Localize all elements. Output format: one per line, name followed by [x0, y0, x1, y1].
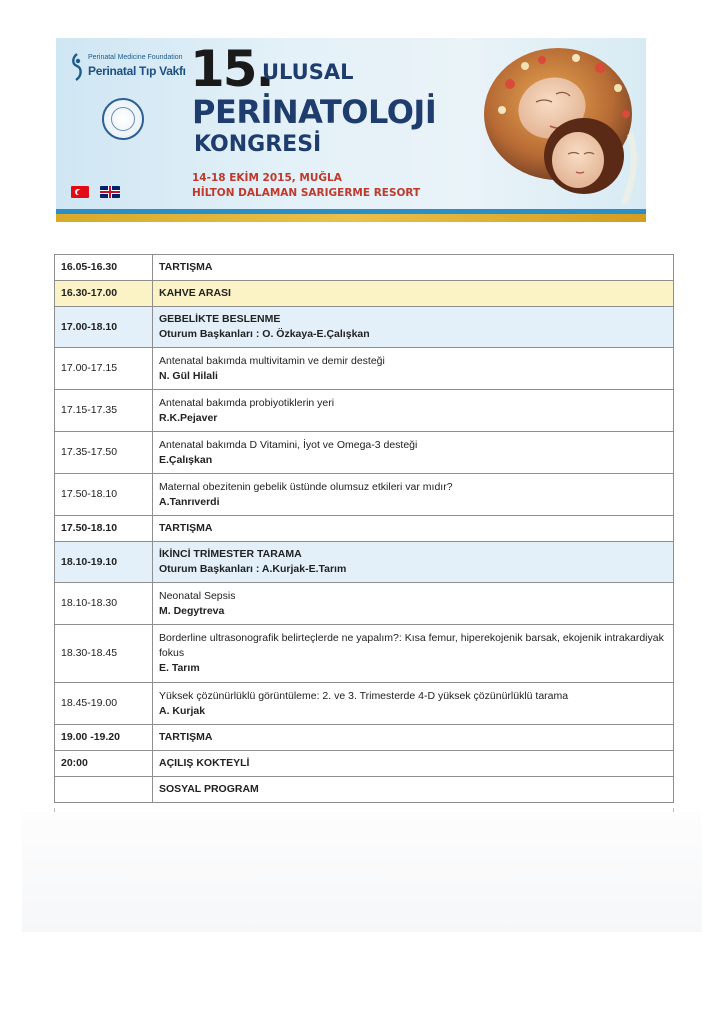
- table-row: [55, 683, 674, 725]
- congress-title-line3: KONGRESİ: [194, 132, 322, 157]
- talk-speaker: R.K.Pejaver: [159, 411, 218, 424]
- session-title: GEBELİKTE BESLENME: [159, 313, 281, 325]
- talk-cell: [153, 390, 674, 432]
- time-cell: 17.50-18.10: [55, 474, 153, 516]
- talk-cell: [153, 348, 674, 390]
- turkish-flag-icon[interactable]: [71, 186, 89, 198]
- uk-flag-icon[interactable]: [100, 186, 120, 198]
- talk-title: Antenatal bakımda multivitamin ve demir desteği: [159, 354, 385, 367]
- table-row: [55, 516, 674, 542]
- talk-cell: [153, 474, 674, 516]
- table-row: [55, 255, 674, 281]
- time-cell: 17.35-17.50: [55, 432, 153, 474]
- time-cell: 16.30-17.00: [55, 281, 153, 307]
- congress-date: 14-18 EKİM 2015, MUĞLA: [192, 172, 342, 184]
- session-cell: [153, 542, 674, 583]
- page-bottom-area: [22, 812, 702, 932]
- talk-title: Borderline ultrasonografik belirteçlerde ne yapalım?: Kısa femur, hiperekojenik barsak, ekojenik intrakardiyak fokus: [159, 632, 664, 659]
- talk-cell: [153, 432, 674, 474]
- table-row: [55, 583, 674, 625]
- congress-banner: [56, 38, 646, 222]
- time-cell: 19.00 -19.20: [55, 725, 153, 751]
- talk-title: Antenatal bakımda probiyotiklerin yeri: [159, 396, 335, 409]
- talk-cell: [153, 583, 674, 625]
- time-cell: 17.50-18.10: [55, 516, 153, 542]
- congress-venue: HİLTON DALAMAN SARIGERME RESORT: [192, 187, 421, 199]
- title-cell: TARTIŞMA: [153, 516, 674, 542]
- table-row: [55, 432, 674, 474]
- table-row: [55, 307, 674, 348]
- title-cell: TARTIŞMA: [153, 255, 674, 281]
- congress-title-line2: PERİNATOLOJİ: [192, 93, 437, 131]
- talk-title: Antenatal bakımda D Vitamini, İyot ve Omega-3 desteği: [159, 438, 418, 451]
- table-row: [55, 474, 674, 516]
- talk-speaker: E. Tarım: [159, 662, 200, 674]
- talk-title: Neonatal Sepsis: [159, 589, 236, 602]
- session-title: İKİNCİ TRİMESTER TARAMA: [159, 548, 302, 560]
- session-cell: [153, 307, 674, 348]
- session-chairs: Oturum Başkanları : A.Kurjak-E.Tarım: [159, 563, 347, 575]
- time-cell: 17.15-17.35: [55, 390, 153, 432]
- talk-cell: [153, 625, 674, 683]
- mother-and-child-painting: [480, 44, 644, 204]
- foundation-logo: [70, 50, 190, 86]
- talk-speaker: E.Çalışkan: [159, 453, 213, 466]
- title-cell: TARTIŞMA: [153, 725, 674, 751]
- table-row: [55, 625, 674, 683]
- table-row: [55, 281, 674, 307]
- congress-number: 15.: [190, 40, 273, 98]
- program-table: [54, 254, 674, 803]
- time-cell: 18.45-19.00: [55, 683, 153, 725]
- talk-speaker: M. Degytreva: [159, 604, 225, 617]
- table-row: [55, 777, 674, 803]
- talk-speaker: A. Kurjak: [159, 704, 206, 717]
- foundation-name: Perinatal Tıp Vakfı: [88, 64, 186, 78]
- talk-cell: [153, 683, 674, 725]
- talk-speaker: N. Gül Hilali: [159, 369, 218, 382]
- title-cell: KAHVE ARASI: [153, 281, 674, 307]
- talk-title: Yüksek çözünürlüklü görüntüleme: 2. ve 3. Trimesterde 4-D yüksek çözünürlüklü tarama: [159, 689, 569, 702]
- title-cell: SOSYAL PROGRAM: [153, 777, 674, 803]
- table-row: [55, 725, 674, 751]
- session-chairs: Oturum Başkanları : O. Özkaya-E.Çalışkan: [159, 328, 370, 340]
- table-row: [55, 390, 674, 432]
- time-cell: 17.00-18.10: [55, 307, 153, 348]
- table-row: [55, 751, 674, 777]
- time-cell: 20:00: [55, 751, 153, 777]
- time-cell: 16.05-16.30: [55, 255, 153, 281]
- talk-speaker: A.Tanrıverdi: [159, 495, 220, 508]
- time-cell: [55, 777, 153, 803]
- title-cell: AÇILIŞ KOKTEYLİ: [153, 751, 674, 777]
- banner-gold-stripe: [56, 214, 646, 222]
- congress-title-line1: ULUSAL: [262, 60, 354, 84]
- time-cell: 17.00-17.15: [55, 348, 153, 390]
- foundation-mark-icon: [70, 52, 84, 82]
- time-cell: 18.30-18.45: [55, 625, 153, 683]
- society-seal-icon: [102, 98, 144, 140]
- foundation-english-name: Perinatal Medicine Foundation: [88, 54, 183, 61]
- time-cell: 18.10-18.30: [55, 583, 153, 625]
- time-cell: 18.10-19.10: [55, 542, 153, 583]
- table-row: [55, 542, 674, 583]
- table-row: [55, 348, 674, 390]
- talk-title: Maternal obezitenin gebelik üstünde olumsuz etkileri var mıdır?: [159, 480, 453, 493]
